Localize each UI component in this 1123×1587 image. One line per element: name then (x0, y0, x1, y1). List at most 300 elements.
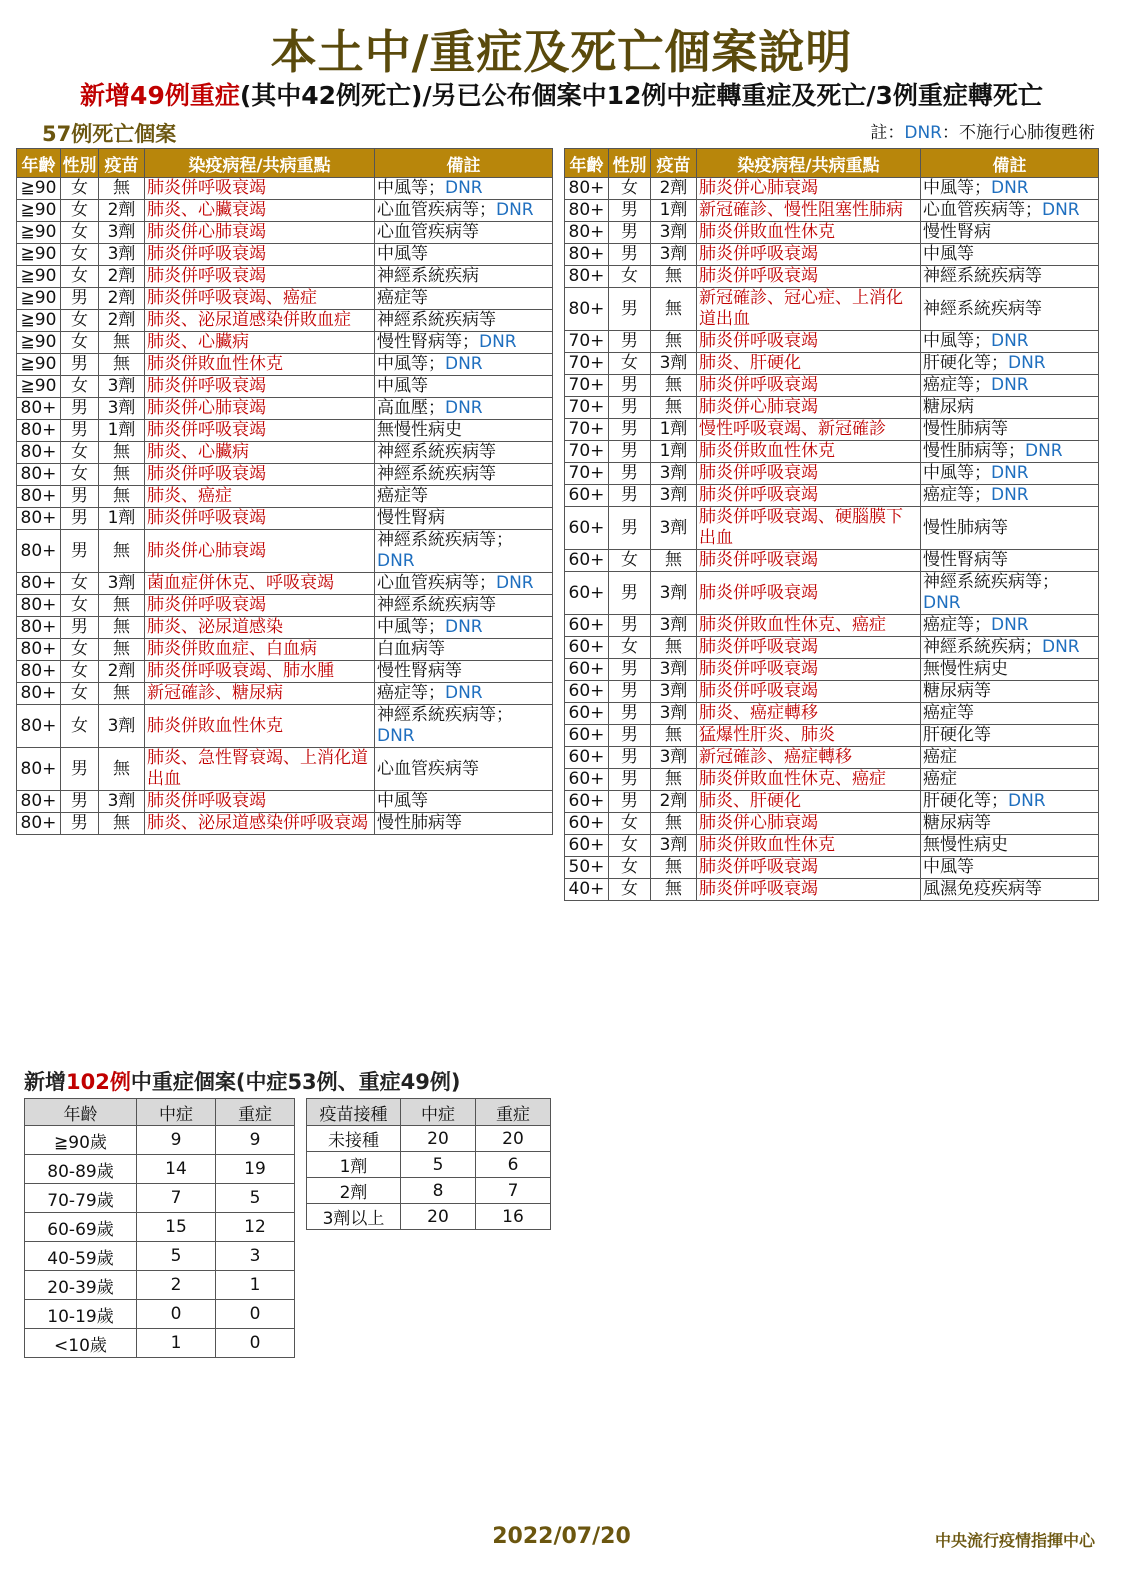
case-vaccine: 2劑 (99, 266, 145, 288)
case-note-text: 高血壓； (377, 398, 445, 418)
heading-suffix: 中重症個案(中症53例、重症49例) (130, 1070, 461, 1094)
case-sex: 男 (609, 747, 651, 769)
case-sex: 男 (61, 398, 99, 420)
case-age: 80+ (17, 573, 61, 595)
case-notes (921, 331, 1099, 353)
case-note-text: 神經系統疾病等； (377, 530, 513, 550)
case-age: 70+ (565, 419, 609, 441)
category-cell: 未接種 (307, 1126, 401, 1152)
case-row (565, 222, 1099, 244)
case-course: 肺炎、肝硬化 (697, 791, 921, 813)
case-row (565, 331, 1099, 353)
case-row (565, 725, 1099, 747)
dnr-tag: DNR (445, 398, 483, 418)
severe-count: 5 (216, 1184, 295, 1213)
case-row (17, 464, 553, 486)
case-vaccine: 無 (99, 530, 145, 573)
case-course: 肺炎併敗血性休克、癌症 (697, 769, 921, 791)
case-note-text: 肝硬化等 (923, 725, 991, 745)
case-age: 80+ (565, 266, 609, 288)
case-note-text: 中風等； (377, 354, 445, 374)
age-row (25, 1184, 295, 1213)
case-row (565, 375, 1099, 397)
dnr-tag: DNR (377, 726, 415, 746)
moderate-count: 1 (137, 1329, 216, 1358)
severe-count: 7 (476, 1178, 551, 1204)
case-sex: 女 (609, 266, 651, 288)
case-note-text: 肝硬化等； (923, 353, 1008, 373)
case-course: 新冠確診、糖尿病 (145, 683, 375, 705)
case-notes (375, 354, 553, 376)
case-sex: 女 (61, 595, 99, 617)
case-age: 70+ (565, 397, 609, 419)
case-note-text: 心血管疾病等 (377, 222, 479, 242)
case-sex: 女 (609, 879, 651, 901)
case-vaccine: 3劑 (651, 353, 697, 375)
case-sex: 女 (61, 310, 99, 332)
moderate-count: 8 (401, 1178, 476, 1204)
case-notes (921, 572, 1099, 615)
vac-table-header-vaccine: 疫苗接種 (307, 1099, 401, 1126)
severe-count: 6 (476, 1152, 551, 1178)
case-age: 60+ (565, 485, 609, 507)
case-note-text: 癌症等 (377, 288, 428, 308)
case-note-text: 中風等； (923, 331, 991, 351)
case-sex: 男 (609, 769, 651, 791)
case-notes (921, 769, 1099, 791)
case-sex: 女 (609, 637, 651, 659)
case-vaccine: 1劑 (99, 508, 145, 530)
case-vaccine: 無 (651, 769, 697, 791)
header-age: 年齡 (565, 149, 609, 178)
case-course: 肺炎併心肺衰竭 (145, 222, 375, 244)
case-notes (921, 637, 1099, 659)
case-course: 肺炎併呼吸衰竭 (697, 244, 921, 266)
case-sex: 女 (609, 857, 651, 879)
case-vaccine: 2劑 (651, 178, 697, 200)
dnr-tag: DNR (991, 178, 1029, 198)
case-row (17, 442, 553, 464)
case-note-text: 中風等 (377, 791, 428, 811)
case-note-text: 心血管疾病等； (923, 200, 1042, 220)
case-notes (375, 813, 553, 835)
category-cell: 60-69歲 (25, 1213, 137, 1242)
case-row (565, 703, 1099, 725)
case-sex: 男 (61, 617, 99, 639)
case-row (17, 530, 553, 573)
dnr-tag: DNR (377, 551, 415, 571)
case-row (565, 244, 1099, 266)
category-cell: 70-79歲 (25, 1184, 137, 1213)
case-vaccine: 2劑 (99, 661, 145, 683)
case-vaccine: 無 (651, 288, 697, 331)
case-sex: 女 (61, 464, 99, 486)
case-sex: 女 (61, 573, 99, 595)
dnr-tag: DNR (496, 573, 534, 593)
case-row (565, 485, 1099, 507)
age-row (25, 1300, 295, 1329)
deaths-count-label: 57例死亡個案 (42, 122, 177, 146)
case-course: 肺炎併呼吸衰竭 (697, 550, 921, 572)
case-sex: 男 (609, 244, 651, 266)
case-vaccine: 無 (651, 375, 697, 397)
case-age: 40+ (565, 879, 609, 901)
severe-count: 1 (216, 1271, 295, 1300)
dnr-tag: DNR (496, 200, 534, 220)
case-row (565, 615, 1099, 637)
case-age: 80+ (17, 398, 61, 420)
case-note-text: 神經系統疾病 (377, 266, 479, 286)
case-sex: 男 (609, 200, 651, 222)
case-notes (921, 244, 1099, 266)
case-age: ≧90 (17, 222, 61, 244)
case-age: 60+ (565, 659, 609, 681)
case-note-text: 慢性肺病等 (923, 419, 1008, 439)
case-age: 60+ (565, 747, 609, 769)
heading-prefix: 新增 (24, 1070, 66, 1094)
case-notes (375, 683, 553, 705)
case-vaccine: 無 (651, 725, 697, 747)
case-course: 肺炎併呼吸衰竭 (145, 508, 375, 530)
case-sex: 女 (61, 222, 99, 244)
case-sex: 男 (609, 397, 651, 419)
dnr-tag: DNR (1008, 353, 1046, 373)
case-notes (921, 879, 1099, 901)
case-course: 肺炎併敗血性休克 (697, 441, 921, 463)
case-course: 肺炎併呼吸衰竭 (697, 266, 921, 288)
case-notes (921, 441, 1099, 463)
case-note-text: 無慢性病史 (923, 659, 1008, 679)
case-sex: 男 (61, 508, 99, 530)
case-course: 肺炎、急性腎衰竭、上消化道出血 (145, 748, 375, 791)
case-note-text: 癌症等； (377, 683, 445, 703)
case-sex: 男 (609, 485, 651, 507)
case-vaccine: 3劑 (651, 485, 697, 507)
case-notes (375, 178, 553, 200)
dnr-tag: DNR (445, 354, 483, 374)
case-notes (921, 615, 1099, 637)
case-row (17, 310, 553, 332)
header-age: 年齡 (17, 149, 61, 178)
case-vaccine: 1劑 (651, 200, 697, 222)
dnr-tag: DNR (1008, 791, 1046, 811)
case-sex: 女 (61, 332, 99, 354)
category-cell: 2劑 (307, 1178, 401, 1204)
case-note-text: 糖尿病等 (923, 681, 991, 701)
case-course: 肺炎併呼吸衰竭 (697, 572, 921, 615)
case-notes (375, 595, 553, 617)
case-vaccine: 3劑 (651, 835, 697, 857)
case-row (565, 550, 1099, 572)
case-row (565, 441, 1099, 463)
case-note-text: 慢性肺病等 (377, 813, 462, 833)
case-row (17, 288, 553, 310)
dnr-tag: DNR (991, 485, 1029, 505)
header-sex: 性別 (609, 149, 651, 178)
dnr-tag: DNR (445, 178, 483, 198)
case-course: 肺炎併敗血性休克 (145, 354, 375, 376)
case-age: 70+ (565, 441, 609, 463)
case-age: 60+ (565, 769, 609, 791)
case-age: 80+ (17, 486, 61, 508)
case-note-text: 中風等； (377, 178, 445, 198)
case-sex: 女 (61, 266, 99, 288)
case-notes (375, 639, 553, 661)
category-cell: <10歲 (25, 1329, 137, 1358)
severe-count: 0 (216, 1329, 295, 1358)
case-age: 80+ (565, 288, 609, 331)
case-course: 肺炎併呼吸衰竭 (697, 857, 921, 879)
case-notes (375, 530, 553, 573)
dnr-tag: DNR (1042, 200, 1080, 220)
dnr-tag: DNR (1042, 637, 1080, 657)
case-age: 80+ (17, 530, 61, 573)
case-vaccine: 2劑 (99, 288, 145, 310)
case-age: 80+ (565, 200, 609, 222)
case-sex: 女 (609, 813, 651, 835)
case-sex: 男 (609, 615, 651, 637)
age-row (25, 1213, 295, 1242)
case-vaccine: 3劑 (651, 463, 697, 485)
case-course: 肺炎併心肺衰竭 (697, 813, 921, 835)
case-age: ≧90 (17, 200, 61, 222)
case-notes (375, 464, 553, 486)
case-sex: 女 (61, 442, 99, 464)
case-vaccine: 3劑 (99, 244, 145, 266)
case-row (565, 879, 1099, 901)
case-course: 肺炎併心肺衰竭 (697, 178, 921, 200)
age-row (25, 1329, 295, 1358)
case-age: 80+ (17, 442, 61, 464)
case-vaccine: 2劑 (99, 200, 145, 222)
case-course: 新冠確診、癌症轉移 (697, 747, 921, 769)
case-course: 肺炎併呼吸衰竭 (697, 331, 921, 353)
case-note-text: 糖尿病等 (923, 813, 991, 833)
case-course: 肺炎、心臟病 (145, 332, 375, 354)
case-course: 肺炎併敗血症、白血病 (145, 639, 375, 661)
case-notes (921, 178, 1099, 200)
case-row (565, 857, 1099, 879)
case-note-text: 癌症等； (923, 485, 991, 505)
case-age: 80+ (17, 508, 61, 530)
moderate-count: 5 (137, 1242, 216, 1271)
case-age: 60+ (565, 725, 609, 747)
case-age: 60+ (565, 791, 609, 813)
moderate-count: 9 (137, 1126, 216, 1155)
case-course: 肺炎併心肺衰竭 (145, 398, 375, 420)
note-text: ：不施行心肺復甦術 (942, 123, 1095, 143)
category-cell: 3劑以上 (307, 1204, 401, 1230)
case-age: 60+ (565, 507, 609, 550)
case-sex: 男 (61, 813, 99, 835)
case-note-text: 心血管疾病等； (377, 573, 496, 593)
case-sex: 男 (609, 441, 651, 463)
case-note-text: 慢性腎病等； (377, 332, 479, 352)
case-notes (921, 747, 1099, 769)
case-notes (921, 791, 1099, 813)
case-note-text: 中風等 (923, 857, 974, 877)
age-row (25, 1126, 295, 1155)
case-sex: 男 (609, 507, 651, 550)
case-sex: 男 (61, 420, 99, 442)
case-sex: 男 (609, 331, 651, 353)
case-course: 肺炎併呼吸衰竭 (145, 420, 375, 442)
case-course: 肺炎併敗血性休克 (697, 222, 921, 244)
moderate-count: 15 (137, 1213, 216, 1242)
case-course: 肺炎併呼吸衰竭 (697, 485, 921, 507)
case-age: ≧90 (17, 310, 61, 332)
case-notes (375, 442, 553, 464)
category-cell: 1劑 (307, 1152, 401, 1178)
case-row (17, 661, 553, 683)
case-notes (375, 508, 553, 530)
case-notes (921, 266, 1099, 288)
case-course: 新冠確診、冠心症、上消化道出血 (697, 288, 921, 331)
case-notes (375, 288, 553, 310)
case-sex: 男 (609, 419, 651, 441)
case-course: 肺炎、肝硬化 (697, 353, 921, 375)
case-row (17, 222, 553, 244)
case-notes (921, 463, 1099, 485)
case-age: ≧90 (17, 354, 61, 376)
case-sex: 男 (609, 681, 651, 703)
note-dnr: DNR (904, 123, 942, 143)
death-cases-table-right (564, 148, 1099, 901)
subtitle-rest: (其中42例死亡)/另已公布個案中12例中症轉重症及死亡/3例重症轉死亡 (239, 81, 1043, 110)
severe-count: 0 (216, 1300, 295, 1329)
case-vaccine: 無 (99, 354, 145, 376)
case-age: 80+ (17, 661, 61, 683)
case-notes (921, 835, 1099, 857)
case-row (565, 813, 1099, 835)
case-vaccine: 1劑 (651, 419, 697, 441)
case-note-text: 慢性腎病 (923, 222, 991, 242)
category-cell: 40-59歲 (25, 1242, 137, 1271)
case-notes (375, 266, 553, 288)
case-sex: 男 (609, 375, 651, 397)
severe-count: 3 (216, 1242, 295, 1271)
case-note-text: 癌症等； (923, 375, 991, 395)
age-row (25, 1271, 295, 1300)
case-notes (375, 617, 553, 639)
case-age: 80+ (17, 791, 61, 813)
case-notes (375, 332, 553, 354)
case-sex: 男 (609, 703, 651, 725)
case-note-text: 神經系統疾病等 (923, 298, 1042, 319)
case-course: 肺炎併呼吸衰竭 (697, 637, 921, 659)
case-sex: 男 (609, 222, 651, 244)
case-vaccine: 無 (99, 332, 145, 354)
case-note-text: 癌症等 (923, 703, 974, 723)
case-course: 肺炎併呼吸衰竭、硬腦膜下出血 (697, 507, 921, 550)
case-vaccine: 3劑 (99, 222, 145, 244)
case-age: 60+ (565, 637, 609, 659)
case-notes (921, 507, 1099, 550)
case-sex: 女 (61, 639, 99, 661)
case-age: 70+ (565, 375, 609, 397)
case-note-text: 肝硬化等； (923, 791, 1008, 811)
case-row (17, 508, 553, 530)
case-course: 肺炎、泌尿道感染併敗血症 (145, 310, 375, 332)
dnr-footnote (870, 118, 1095, 143)
moderate-count: 20 (401, 1204, 476, 1230)
case-row (17, 420, 553, 442)
case-notes (921, 550, 1099, 572)
case-sex: 男 (609, 463, 651, 485)
note-prefix: 註： (870, 123, 905, 143)
moderate-count: 5 (401, 1152, 476, 1178)
vaccine-summary-table (306, 1098, 551, 1230)
category-cell: 80-89歲 (25, 1155, 137, 1184)
case-row (17, 705, 553, 748)
case-course: 肺炎併呼吸衰竭 (697, 681, 921, 703)
case-vaccine: 2劑 (651, 791, 697, 813)
case-vaccine: 無 (651, 331, 697, 353)
age-row (25, 1242, 295, 1271)
case-row (565, 200, 1099, 222)
case-notes (375, 420, 553, 442)
case-age: ≧90 (17, 288, 61, 310)
case-sex: 女 (61, 244, 99, 266)
header-vaccine: 疫苗 (651, 149, 697, 178)
case-note-text: 中風等； (923, 178, 991, 198)
case-note-text: 癌症 (923, 747, 957, 767)
case-notes (921, 485, 1099, 507)
case-age: 80+ (17, 683, 61, 705)
case-row (565, 463, 1099, 485)
case-row (17, 398, 553, 420)
moderate-count: 14 (137, 1155, 216, 1184)
case-notes (375, 486, 553, 508)
case-course: 肺炎併呼吸衰竭 (697, 463, 921, 485)
case-course: 肺炎、泌尿道感染 (145, 617, 375, 639)
case-course: 肺炎併呼吸衰竭 (145, 464, 375, 486)
case-notes (921, 725, 1099, 747)
case-sex: 女 (61, 661, 99, 683)
case-sex: 女 (61, 376, 99, 398)
case-sex: 男 (61, 748, 99, 791)
case-row (565, 791, 1099, 813)
case-course: 肺炎併呼吸衰竭 (145, 266, 375, 288)
case-sex: 男 (61, 791, 99, 813)
case-vaccine: 無 (99, 178, 145, 200)
header-notes: 備註 (375, 149, 553, 178)
case-sex: 男 (61, 486, 99, 508)
case-vaccine: 無 (651, 813, 697, 835)
case-note-text: 慢性肺病等； (923, 441, 1025, 461)
case-age: 80+ (17, 748, 61, 791)
case-sex: 男 (609, 659, 651, 681)
case-row (17, 244, 553, 266)
case-notes (375, 748, 553, 791)
moderate-count: 7 (137, 1184, 216, 1213)
dnr-tag: DNR (991, 331, 1029, 351)
case-note-text: 中風等 (377, 244, 428, 264)
case-course: 肺炎、泌尿道感染併呼吸衰竭 (145, 813, 375, 835)
severe-count: 9 (216, 1126, 295, 1155)
case-course: 猛爆性肝炎、肺炎 (697, 725, 921, 747)
vac-table-header-moderate: 中症 (401, 1099, 476, 1126)
case-vaccine: 無 (651, 879, 697, 901)
case-age: ≧90 (17, 332, 61, 354)
dnr-tag: DNR (479, 332, 517, 352)
case-note-text: 糖尿病 (923, 397, 974, 417)
case-note-text: 神經系統疾病等； (923, 572, 1059, 592)
case-note-text: 中風等； (923, 463, 991, 483)
case-note-text: 神經系統疾病等 (377, 310, 496, 330)
case-course: 肺炎併呼吸衰竭 (145, 244, 375, 266)
case-vaccine: 無 (99, 639, 145, 661)
